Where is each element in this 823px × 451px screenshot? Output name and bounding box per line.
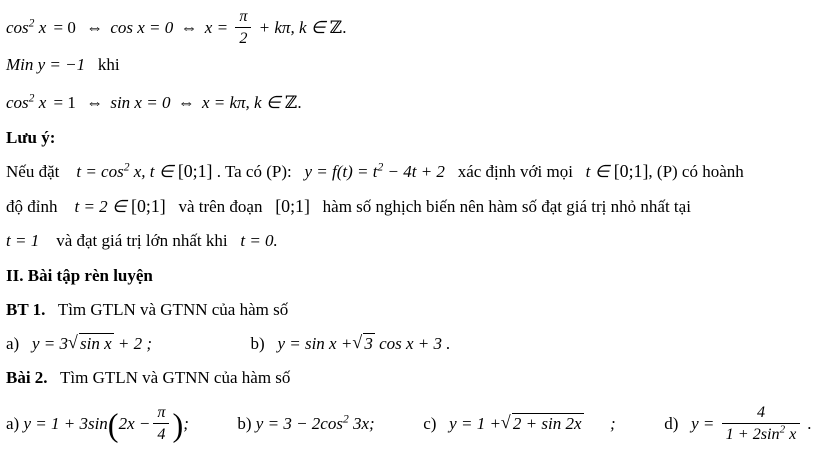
- fraction-4-over-denominator: $\frac{4}{1 + 2\sin^2 x}$: [722, 403, 801, 445]
- fraction-pi-2: $\frac{\pi}{2}$: [235, 7, 251, 49]
- exercise-bt1-heading: BT 1. Tìm GTLN và GTNN của hàm số: [6, 300, 289, 319]
- math-line-6: độ đỉnh t = 2 ∈ [0;1] và trên đoạn [0;1] hàm số nghịch biến nên hàm số đạt giá trị nhỏ nhất tại: [6, 196, 691, 216]
- fraction-pi-4: $\frac{\pi}{4}$: [153, 403, 169, 445]
- exercise-bai2-parts: a) y = 1 + 3sin(2x − $\frac{\pi}{4}$ ); b) $y = 3 - 2\cos^2$ 3x; c) y = 1 + √ 2 + sin 2x ; d) y = $\frac{4}{1 + 2\sin^2 x}$ .: [6, 404, 812, 446]
- left-paren: (: [107, 407, 119, 444]
- right-paren: ): [172, 407, 184, 444]
- math-line-2: Min y = −1 khi: [6, 55, 120, 74]
- sqrt-3: √ 3: [352, 333, 375, 354]
- exercise-bt1-parts: a) y = 3 √ sin x + 2 ; b) y = sin x + √ 3 cos x + 3 .: [6, 333, 451, 354]
- exercise-bai2-heading: Bài 2. Tìm GTLN và GTNN của hàm số: [6, 368, 291, 387]
- note-heading: Lưu ý:: [6, 128, 56, 147]
- math-line-3: $\cos^2 x = 1$ ⇔ sin x = 0 ⇔ x = kπ, k ∈ ℤ.: [6, 91, 302, 113]
- cos-term: $\cos^2 x$: [6, 16, 47, 37]
- math-line-5: Nếu đặt $t = \cos^2 x$, t ∈ [0;1] . Ta có (P): $y = f(t) = t^2 - 4t + 2$ xác định với mọi t ∈ [0;1], (P) có hoành: [6, 160, 744, 181]
- sqrt-2-plus-sin2x: √ 2 + sin 2x: [501, 413, 584, 434]
- math-line-1: $\cos^2 x = 0$ ⇔ cos x = 0 ⇔ x = $\frac{\pi}{2}$ + kπ, k ∈ ℤ.: [6, 8, 347, 48]
- math-line-7: t = 1 và đạt giá trị lớn nhất khi t = 0.: [6, 231, 278, 250]
- section-heading-ii: II. Bài tập rèn luyện: [6, 266, 153, 285]
- sqrt-sinx: √ sin x: [68, 333, 114, 354]
